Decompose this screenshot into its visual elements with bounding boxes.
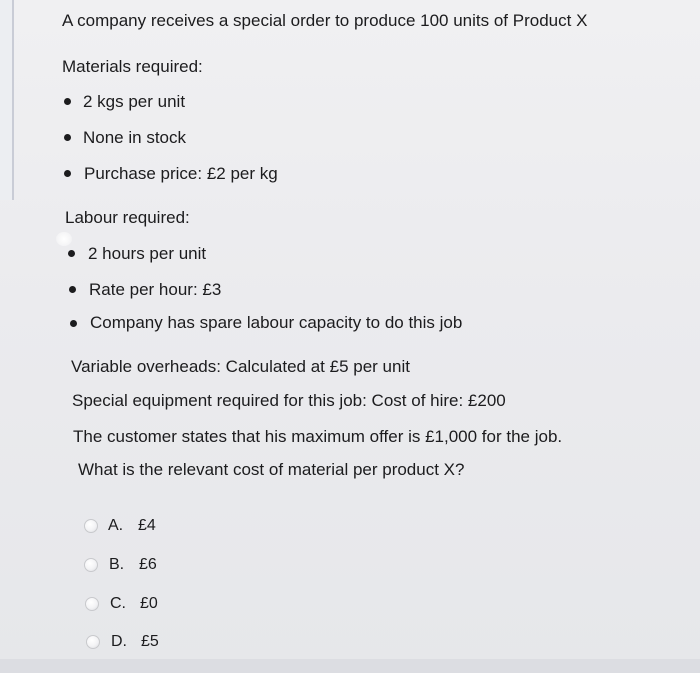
labour-item: Company has spare labour capacity to do this job <box>90 313 463 332</box>
materials-item: Purchase price: £2 per kg <box>84 164 278 183</box>
labour-item: Rate per hour: £3 <box>89 280 222 299</box>
radio-button[interactable] <box>84 558 98 572</box>
screen-glare <box>56 232 72 246</box>
bullet-icon <box>64 98 71 105</box>
window-edge <box>0 0 14 200</box>
bullet-icon <box>69 286 76 293</box>
equipment-text: Special equipment required for this job: Cost of hire: £200 <box>72 391 506 410</box>
radio-button[interactable] <box>85 597 99 611</box>
radio-button[interactable] <box>86 635 100 649</box>
option-letter: C. <box>110 595 126 612</box>
option-label: £6 <box>139 556 157 573</box>
labour-heading: Labour required: <box>65 208 190 227</box>
option-letter: D. <box>111 633 127 650</box>
offer-text: The customer states that his maximum offer is £1,000 for the job. <box>73 427 563 446</box>
option-label: £5 <box>141 633 159 650</box>
materials-item: 2 kgs per unit <box>83 92 186 111</box>
option-label: £4 <box>138 517 156 534</box>
bullet-icon <box>64 170 71 177</box>
materials-heading: Materials required: <box>62 57 203 76</box>
labour-item: 2 hours per unit <box>88 244 207 263</box>
materials-item: None in stock <box>83 128 186 147</box>
radio-button[interactable] <box>84 519 98 533</box>
bullet-icon <box>68 250 75 257</box>
question-intro: A company receives a special order to produce 100 units of Product X <box>62 11 588 30</box>
bullet-icon <box>70 320 77 327</box>
bullet-icon <box>64 134 71 141</box>
bottom-edge <box>0 659 700 673</box>
overheads-text: Variable overheads: Calculated at £5 per unit <box>71 357 410 376</box>
question-prompt: What is the relevant cost of material per product X? <box>78 460 465 479</box>
option-label: £0 <box>140 595 158 612</box>
option-letter: A. <box>108 517 124 534</box>
option-letter: B. <box>109 556 125 573</box>
